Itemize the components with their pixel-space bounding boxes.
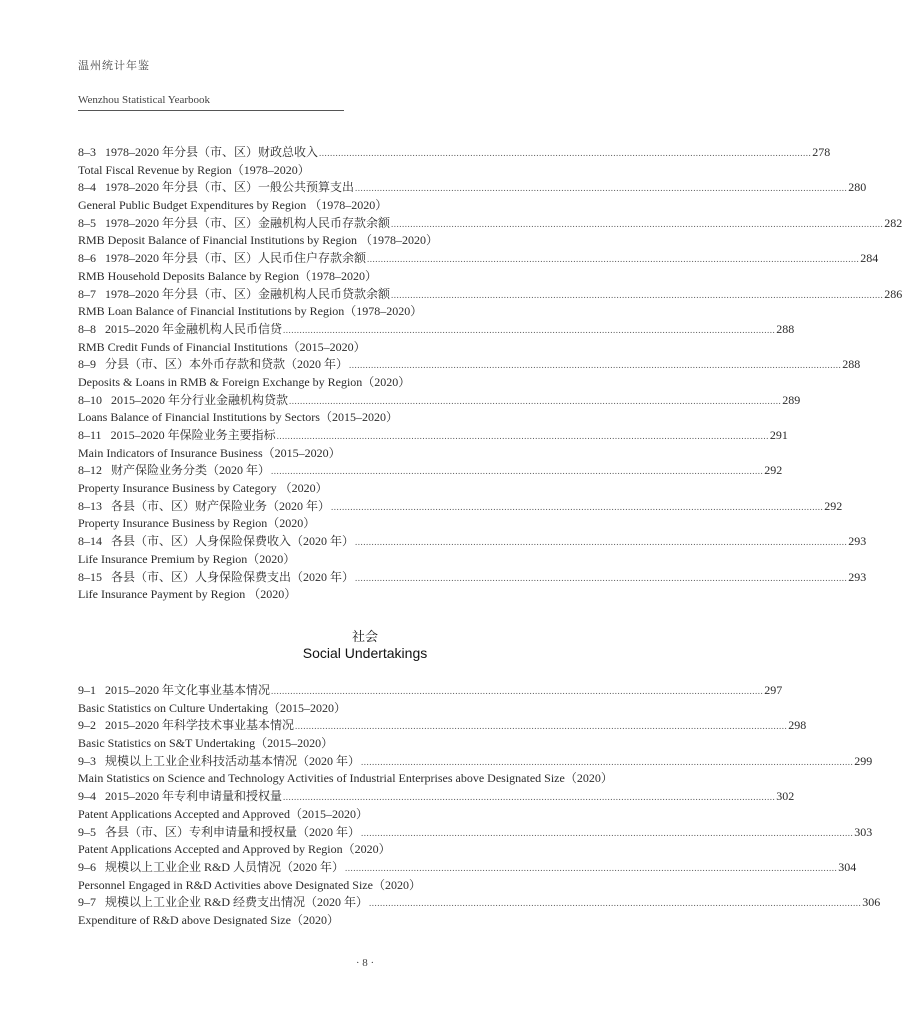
- toc-entry-cn-line: [78, 859, 857, 877]
- toc-entry-cn-line: [78, 788, 795, 806]
- dot-leader: ...................................................................................................................................................................................: [391, 218, 884, 229]
- page-reference: 289: [782, 392, 801, 407]
- page-reference: 284: [860, 251, 879, 266]
- toc-entry[interactable]: [78, 462, 783, 497]
- toc-entry[interactable]: [78, 215, 902, 250]
- table-title-cn: 1978–2020 年分县（市、区）金融机构人民币存款余额: [105, 215, 391, 230]
- table-title-en: Deposits & Loans in RMB & Foreign Exchange by Region（2020）: [78, 374, 411, 389]
- toc-entry-cn-line: [78, 179, 867, 197]
- section-title-cn: 社会: [351, 630, 378, 645]
- dot-leader: ...................................................................................................................................................................................: [295, 721, 788, 732]
- dot-leader: ...................................................................................................................................................................................: [355, 572, 848, 583]
- table-title-cn: 各县（市、区）财产保险业务（2020 年）: [111, 498, 331, 513]
- table-number: 8–8: [78, 321, 96, 336]
- table-number: 8–10: [78, 392, 102, 407]
- toc-group-social: [78, 682, 881, 930]
- table-title-en: Life Insurance Payment by Region （2020）: [78, 587, 297, 602]
- page-reference: 306: [862, 895, 881, 910]
- page-reference: 278: [812, 145, 831, 159]
- dot-leader: ...................................................................................................................................................................................: [271, 466, 764, 477]
- table-number: 9–6: [78, 859, 96, 874]
- table-title-cn: 财产保险业务分类（2020 年）: [111, 463, 271, 478]
- toc-entry[interactable]: [78, 498, 843, 533]
- table-title-en: Patent Applications Accepted and Approved by Region（2020）: [78, 842, 391, 857]
- dot-leader: ...................................................................................................................................................................................: [283, 324, 776, 335]
- dot-leader: ...................................................................................................................................................................................: [271, 686, 764, 696]
- page-reference: 293: [848, 534, 867, 549]
- table-title-cn: 2015–2020 年保险业务主要指标: [110, 428, 276, 442]
- toc-entry[interactable]: [78, 144, 831, 179]
- toc-entry[interactable]: [78, 427, 788, 462]
- toc-entry-cn-line: [78, 462, 783, 480]
- table-number: 8–6: [78, 251, 96, 266]
- table-number: 8–11: [78, 428, 102, 442]
- page-reference: 297: [764, 683, 783, 697]
- section-title-en: Social Undertakings: [302, 645, 428, 661]
- toc-entry-cn-line: [78, 682, 783, 700]
- table-title-cn: 各县（市、区）专利申请量和授权量（2020 年）: [105, 824, 361, 839]
- toc-entry[interactable]: [78, 356, 861, 391]
- table-title-cn: 1978–2020 年分县（市、区）财政总收入: [105, 145, 319, 159]
- toc-entry[interactable]: [78, 894, 881, 929]
- toc-group-finance: [78, 144, 902, 604]
- table-title-cn: 规模以上工业企业 R&D 人员情况（2020 年）: [105, 859, 345, 874]
- header-rule: [78, 110, 344, 111]
- page-reference: 299: [854, 753, 873, 768]
- toc-entry[interactable]: [78, 682, 783, 717]
- toc-entry-cn-line: [78, 894, 881, 912]
- table-title-en: Life Insurance Premium by Region（2020）: [78, 551, 296, 566]
- toc-entry-cn-line: [78, 215, 902, 233]
- toc-entry[interactable]: [78, 179, 867, 214]
- table-number: 8–12: [78, 463, 102, 478]
- table-title-en: Basic Statistics on Culture Undertaking（2015–2020）: [78, 700, 346, 715]
- table-number: 8–5: [78, 215, 96, 230]
- table-number: 8–9: [78, 357, 96, 372]
- table-title-en: Patent Applications Accepted and Approved（2015–2020）: [78, 806, 368, 821]
- dot-leader: ...................................................................................................................................................................................: [345, 862, 838, 873]
- table-title-cn: 规模以上工业企业科技活动基本情况（2020 年）: [105, 753, 361, 768]
- dot-leader: ...................................................................................................................................................................................: [361, 756, 854, 767]
- table-number: 9–1: [78, 683, 96, 697]
- page-reference: 292: [824, 498, 843, 513]
- table-title-en: RMB Household Deposits Balance by Region（1978–2020）: [78, 268, 377, 283]
- toc-entry[interactable]: [78, 533, 867, 568]
- dot-leader: ...................................................................................................................................................................................: [361, 827, 854, 838]
- toc-entry-cn-line: [78, 824, 873, 842]
- page-reference: 288: [842, 357, 861, 372]
- table-title-en: Loans Balance of Financial Institutions by Sectors（2015–2020）: [78, 410, 398, 425]
- toc-entry[interactable]: [78, 753, 873, 788]
- table-number: 9–5: [78, 824, 96, 839]
- running-header-en: Wenzhou Statistical Yearbook: [78, 94, 211, 106]
- toc-entry[interactable]: [78, 788, 795, 823]
- table-title-en: Expenditure of R&D above Designated Size（2020）: [78, 912, 339, 927]
- table-title-cn: 2015–2020 年科学技术事业基本情况: [105, 718, 295, 733]
- toc-entry[interactable]: [78, 250, 879, 285]
- table-title-cn: 规模以上工业企业 R&D 经费支出情况（2020 年）: [105, 895, 369, 910]
- table-title-en: RMB Deposit Balance of Financial Institutions by Region （1978–2020）: [78, 233, 438, 248]
- table-title-cn: 1978–2020 年分县（市、区）金融机构人民币贷款余额: [105, 286, 391, 301]
- toc-entry[interactable]: [78, 717, 807, 752]
- table-number: 8–15: [78, 569, 102, 584]
- dot-leader: ...................................................................................................................................................................................: [331, 501, 824, 512]
- toc-entry-cn-line: [78, 286, 902, 304]
- toc-entry[interactable]: [78, 569, 867, 604]
- table-title-cn: 各县（市、区）人身保险保费收入（2020 年）: [111, 534, 355, 549]
- table-title-en: RMB Credit Funds of Financial Institutions（2015–2020）: [78, 339, 366, 354]
- table-title-cn: 各县（市、区）人身保险保费支出（2020 年）: [111, 569, 355, 584]
- table-number: 9–7: [78, 895, 96, 910]
- table-title-cn: 1978–2020 年分县（市、区）一般公共预算支出: [105, 180, 355, 195]
- table-title-en: Main Statistics on Science and Technology Activities of Industrial Enterprises above Designated Size（2020）: [78, 771, 613, 786]
- page-reference: 293: [848, 569, 867, 584]
- table-title-en: Main Indicators of Insurance Business（2015–2020）: [78, 445, 341, 460]
- page-number: · 8 ·: [355, 957, 375, 969]
- table-number: 8–7: [78, 286, 96, 301]
- table-title-en: RMB Loan Balance of Financial Institutions by Region（1978–2020）: [78, 304, 423, 319]
- table-number: 8–3: [78, 145, 96, 159]
- toc-entry-cn-line: [78, 144, 831, 162]
- toc-entry-cn-line: [78, 569, 867, 587]
- page-reference: 288: [776, 321, 795, 336]
- page-reference: 304: [838, 859, 857, 874]
- dot-leader: ...................................................................................................................................................................................: [349, 360, 842, 371]
- dot-leader: ...................................................................................................................................................................................: [355, 537, 848, 548]
- table-number: 8–14: [78, 534, 102, 549]
- table-title-en: General Public Budget Expenditures by Region （1978–2020）: [78, 198, 388, 213]
- table-title-en: Property Insurance Business by Region（2020）: [78, 516, 316, 531]
- toc-entry[interactable]: [78, 392, 801, 427]
- running-header-cn: 温州统计年鉴: [78, 60, 150, 72]
- page-reference: 292: [764, 463, 783, 478]
- table-title-cn: 分县（市、区）本外币存款和贷款（2020 年）: [105, 357, 349, 372]
- toc-entry-cn-line: [78, 356, 861, 374]
- toc-entry[interactable]: [78, 321, 795, 356]
- toc-entry-cn-line: [78, 533, 867, 551]
- table-number: 9–3: [78, 753, 96, 768]
- page-reference: 298: [788, 718, 807, 733]
- toc-entry-cn-line: [78, 250, 879, 268]
- table-number: 8–4: [78, 180, 96, 195]
- page-reference: 282: [884, 215, 902, 230]
- table-title-cn: 2015–2020 年金融机构人民币信贷: [105, 321, 283, 336]
- page-reference: 303: [854, 824, 873, 839]
- toc-entry-cn-line: [78, 392, 801, 410]
- table-title-cn: 2015–2020 年专利申请量和授权量: [105, 789, 283, 804]
- toc-entry-cn-line: [78, 753, 873, 771]
- table-title-cn: 2015–2020 年文化事业基本情况: [105, 683, 271, 697]
- table-title-cn: 2015–2020 年分行业金融机构贷款: [111, 392, 289, 407]
- dot-leader: ...................................................................................................................................................................................: [289, 395, 782, 406]
- table-title-en: Basic Statistics on S&T Undertaking（2015–2020）: [78, 736, 334, 751]
- table-number: 9–2: [78, 718, 96, 733]
- dot-leader: ...................................................................................................................................................................................: [283, 792, 776, 803]
- dot-leader: ...................................................................................................................................................................................: [355, 183, 848, 194]
- toc-entry-cn-line: [78, 498, 843, 516]
- table-title-en: Personnel Engaged in R&D Activities above Designated Size（2020）: [78, 877, 421, 892]
- toc-entry[interactable]: [78, 859, 857, 894]
- page-reference: 280: [848, 180, 867, 195]
- table-number: 9–4: [78, 789, 96, 804]
- table-title-cn: 1978–2020 年分县（市、区）人民币住户存款余额: [105, 251, 367, 266]
- page-reference: 291: [769, 428, 788, 442]
- table-title-en: Property Insurance Business by Category （2020）: [78, 481, 328, 496]
- dot-leader: ...................................................................................................................................................................................: [276, 431, 769, 441]
- toc-entry[interactable]: [78, 824, 873, 859]
- page-reference: 302: [776, 789, 795, 804]
- toc-entry[interactable]: [78, 286, 902, 321]
- dot-leader: ...................................................................................................................................................................................: [367, 254, 860, 265]
- table-number: 8–13: [78, 498, 102, 513]
- toc-entry-cn-line: [78, 427, 788, 445]
- dot-leader: ...................................................................................................................................................................................: [369, 898, 862, 909]
- page-reference: 286: [884, 286, 902, 301]
- table-title-en: Total Fiscal Revenue by Region（1978–2020）: [78, 162, 310, 177]
- dot-leader: ...................................................................................................................................................................................: [319, 148, 812, 158]
- toc-entry-cn-line: [78, 717, 807, 735]
- dot-leader: ...................................................................................................................................................................................: [391, 289, 884, 300]
- toc-entry-cn-line: [78, 321, 795, 339]
